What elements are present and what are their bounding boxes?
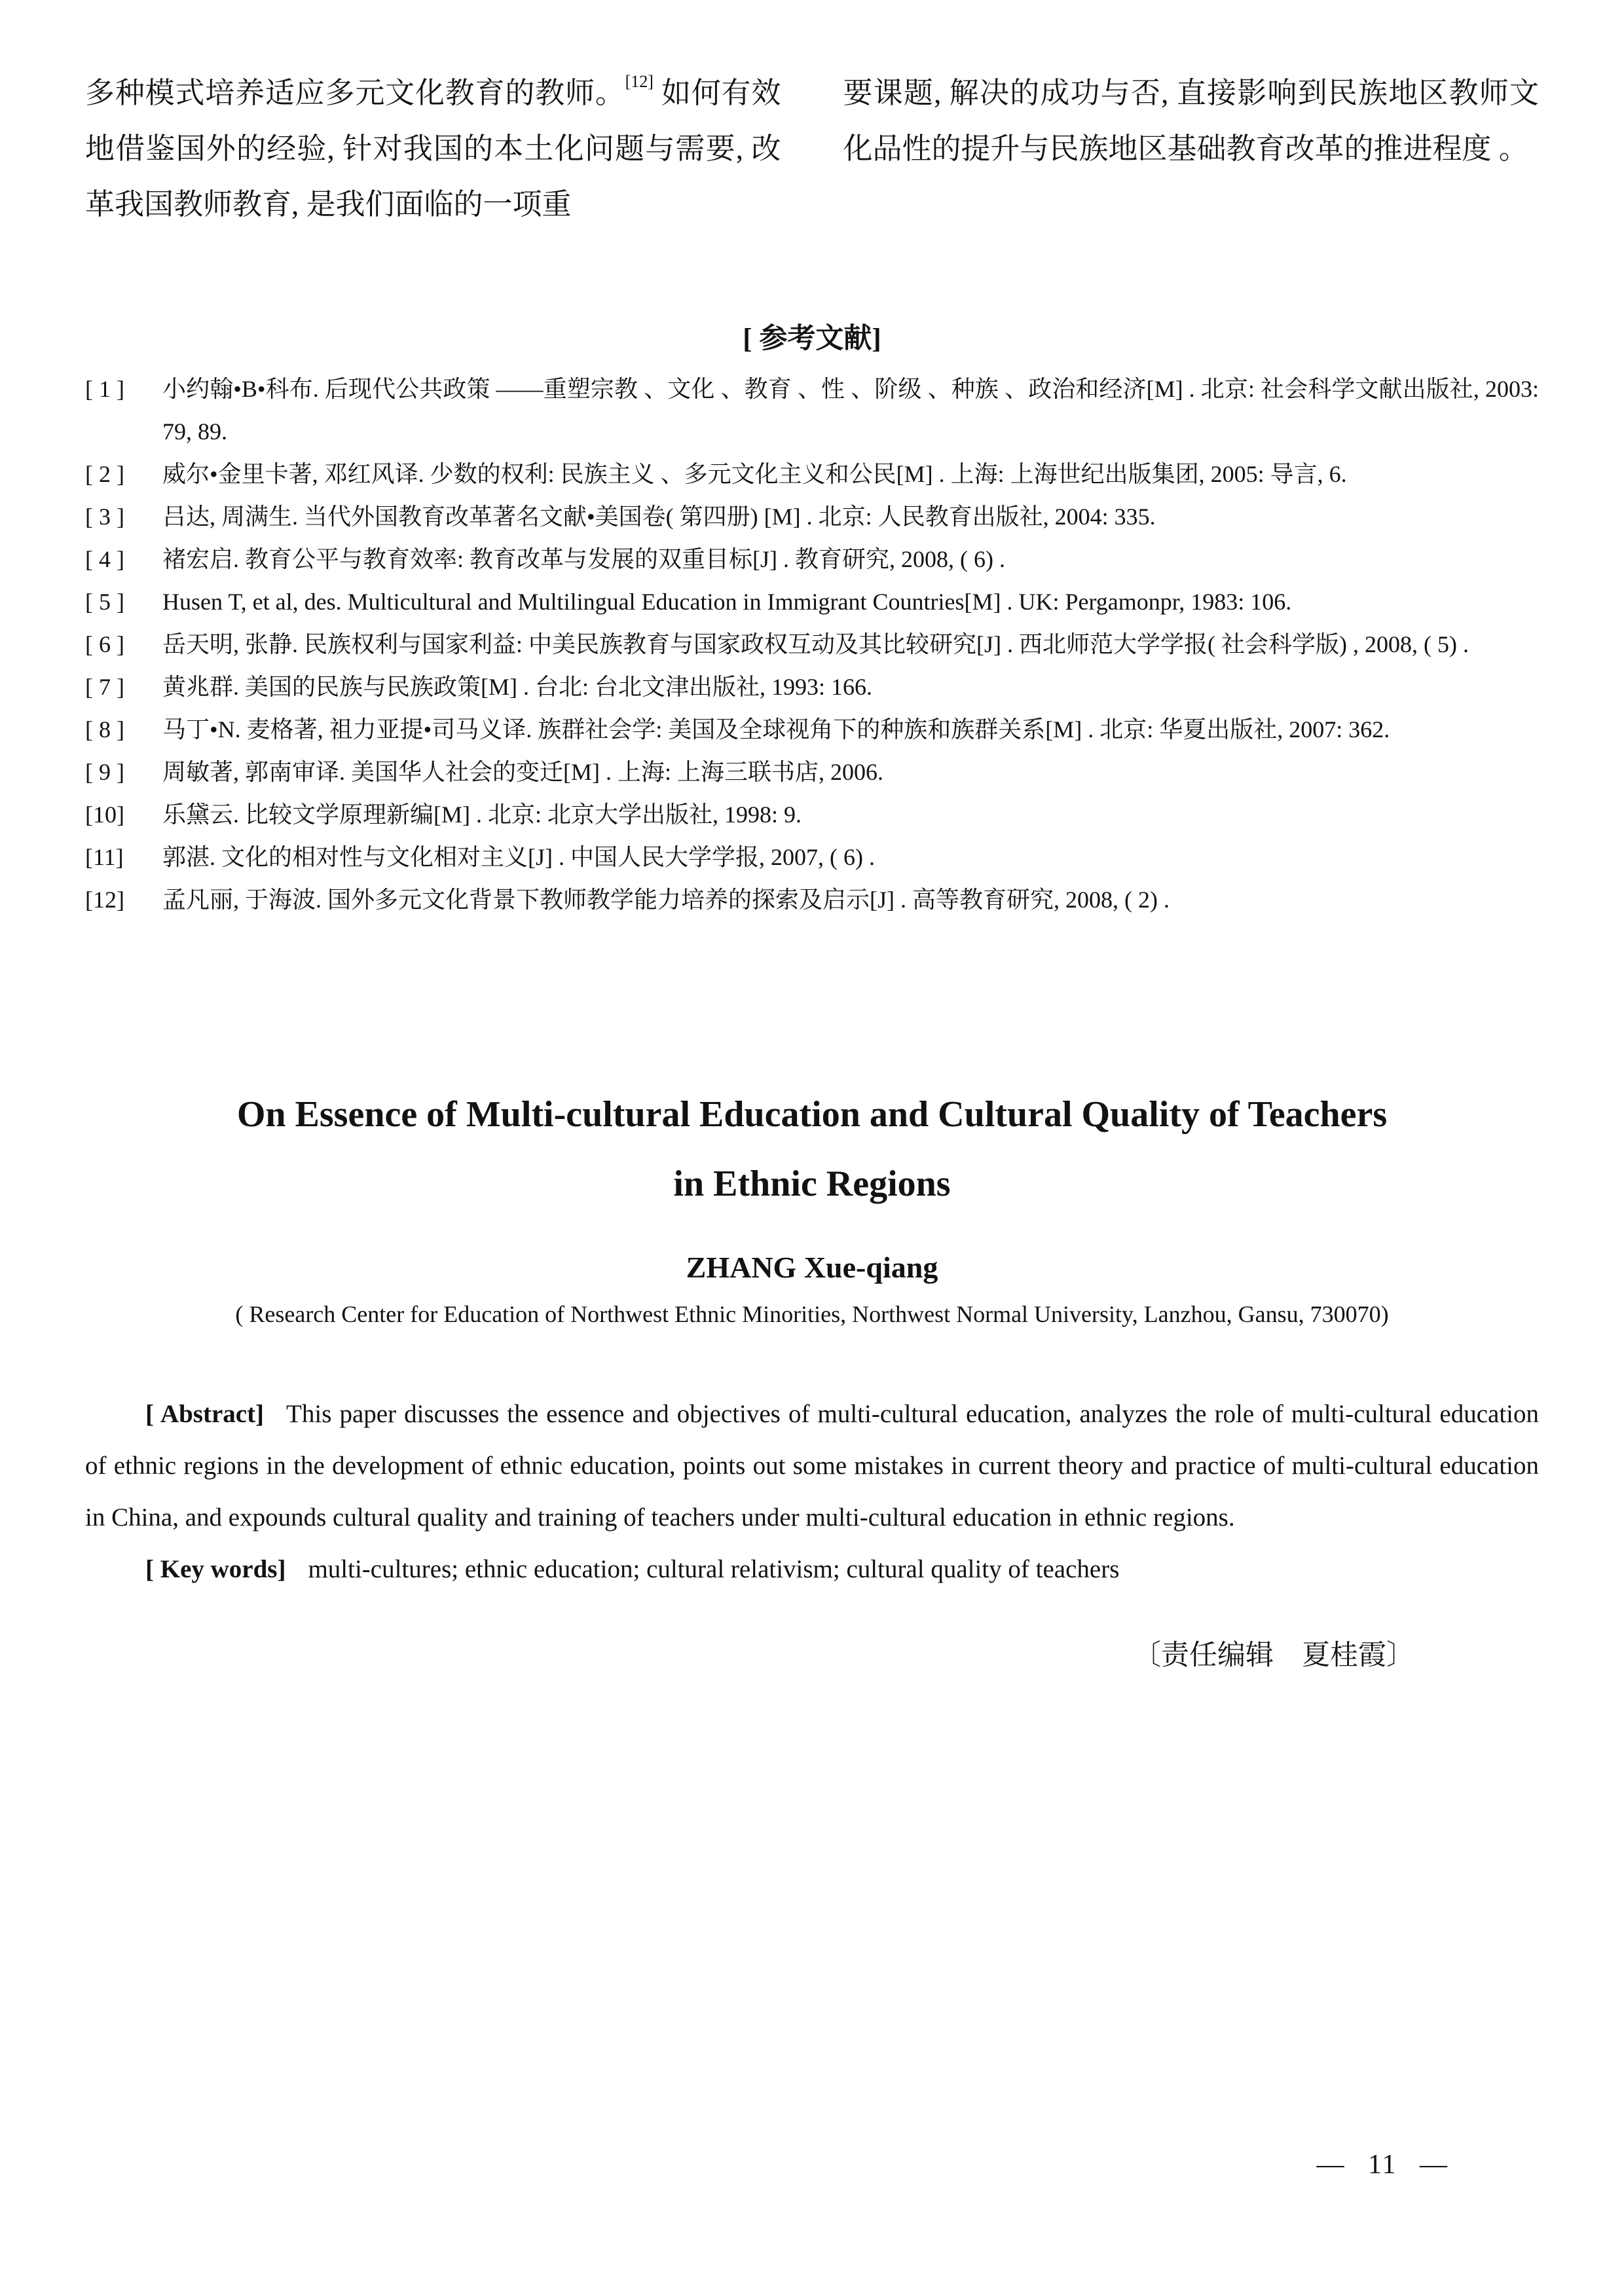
intro-paragraph-left	[85, 65, 781, 232]
reference-label: [ 4 ]	[85, 546, 124, 572]
reference-item	[85, 751, 1539, 794]
references-heading: [ 参考文献]	[743, 323, 881, 354]
intro-right-column	[843, 65, 1540, 232]
reference-text: 黄兆群. 美国的民族与民族政策[M] . 台北: 台北文津出版社, 1993: 166.	[162, 674, 872, 700]
author-affiliation: ( Research Center for Education of Northwest Ethnic Minorities, Northwest Normal University, Lanzhou, Gansu, 730070)	[235, 1301, 1389, 1327]
reference-text: 小约翰•B•科布. 后现代公共政策 ——重塑宗教 、文化 、教育 、性 、阶级 、种族 、政治和经济[M] . 北京: 社会科学文献出版社, 2003: 79, 89.	[162, 376, 1539, 445]
reference-item	[85, 623, 1539, 666]
reference-label: [12]	[85, 887, 124, 913]
abstract-text: This paper discusses the essence and objectives of multi-cultural education, analyzes the role of multi-cultural education of ethnic regions in the development of ethnic education, points out some mistakes in current theory and practice of multi-cultural education in China, and expounds cultural quality and training of teachers under multi-cultural education in ethnic regions.	[85, 1400, 1539, 1532]
keywords-label: [ Key words]	[145, 1555, 286, 1583]
keywords-paragraph	[85, 1543, 1539, 1595]
abstract-paragraph	[85, 1388, 1539, 1543]
intro-left-column	[85, 65, 781, 232]
reference-text: 乐黛云. 比较文学原理新编[M] . 北京: 北京大学出版社, 1998: 9.	[162, 801, 802, 828]
reference-label: [ 9 ]	[85, 759, 124, 785]
reference-item	[85, 581, 1539, 623]
reference-item	[85, 538, 1539, 581]
reference-label: [ 5 ]	[85, 589, 124, 615]
reference-text: 周敏著, 郭南审译. 美国华人社会的变迁[M] . 上海: 上海三联书店, 2006.	[162, 759, 883, 785]
reference-item	[85, 794, 1539, 836]
intro-left-text-1: 多种模式培养适应多元文化教育的教师。	[85, 77, 625, 109]
reference-label: [11]	[85, 844, 124, 870]
reference-item	[85, 666, 1539, 708]
reference-text: 郭湛. 文化的相对性与文化相对主义[J] . 中国人民大学学报, 2007, ( 6) .	[162, 844, 875, 870]
reference-item	[85, 496, 1539, 538]
reference-label: [ 3 ]	[85, 504, 124, 530]
reference-text: 褚宏启. 教育公平与教育效率: 教育改革与发展的双重目标[J] . 教育研究, 2008, ( 6) .	[162, 546, 1005, 572]
reference-text: 马丁•N. 麦格著, 祖力亚提•司马义译. 族群社会学: 美国及全球视角下的种族和族群关系[M] . 北京: 华夏出版社, 2007: 362.	[162, 716, 1390, 743]
intro-paragraph-right: 要课题, 解决的成功与否, 直接影响到民族地区教师文化品性的提升与民族地区基础教育改革的推进程度 。	[843, 77, 1539, 165]
reference-text: 岳天明, 张静. 民族权利与国家利益: 中美民族教育与国家政权互动及其比较研究[J] . 西北师范大学学报( 社会科学版) , 2008, ( 5) .	[162, 631, 1469, 657]
reference-label: [ 8 ]	[85, 716, 124, 743]
citation-superscript: [12]	[625, 72, 654, 91]
reference-label: [ 7 ]	[85, 674, 124, 700]
reference-item	[85, 368, 1539, 453]
reference-text: 威尔•金里卡著, 邓红风译. 少数的权利: 民族主义 、多元文化主义和公民[M] . 上海: 上海世纪出版集团, 2005: 导言, 6.	[162, 461, 1347, 487]
intro-columns	[85, 0, 1539, 232]
reference-item	[85, 453, 1539, 496]
page-number: — 11 —	[1316, 2150, 1449, 2180]
reference-label: [ 1 ]	[85, 376, 124, 402]
reference-text: Husen T, et al, des. Multicultural and Multilingual Education in Immigrant Countries[M] . UK: Pergamonpr, 1983: 106.	[162, 589, 1292, 615]
reference-label: [10]	[85, 801, 124, 828]
author-name: ZHANG Xue-qiang	[686, 1251, 938, 1284]
reference-label: [ 2 ]	[85, 461, 124, 487]
reference-text: 孟凡丽, 于海波. 国外多元文化背景下教师教学能力培养的探索及启示[J] . 高等教育研究, 2008, ( 2) .	[162, 887, 1170, 913]
reference-text: 吕达, 周满生. 当代外国教育改革著名文献•美国卷( 第四册) [M] . 北京: 人民教育出版社, 2004: 335.	[162, 504, 1156, 530]
intro-left-text-2: 如何有效地借鉴国外的经验, 针对我国的本土化问题与需要, 改革我国教师教育, 是我们面临的一项重	[85, 77, 781, 221]
abstract-label: [ Abstract]	[145, 1400, 265, 1428]
reference-item	[85, 879, 1539, 921]
keywords-text: multi-cultures; ethnic education; cultural relativism; cultural quality of teachers	[308, 1555, 1120, 1583]
english-title: On Essence of Multi-cultural Education and Cultural Quality of Teachers in Ethnic Regions	[236, 1094, 1388, 1204]
reference-item	[85, 836, 1539, 879]
reference-item	[85, 708, 1539, 751]
reference-label: [ 6 ]	[85, 631, 124, 657]
references-list	[85, 368, 1539, 921]
editor-note: 〔责任编辑 夏桂霞〕	[1133, 1640, 1414, 1671]
